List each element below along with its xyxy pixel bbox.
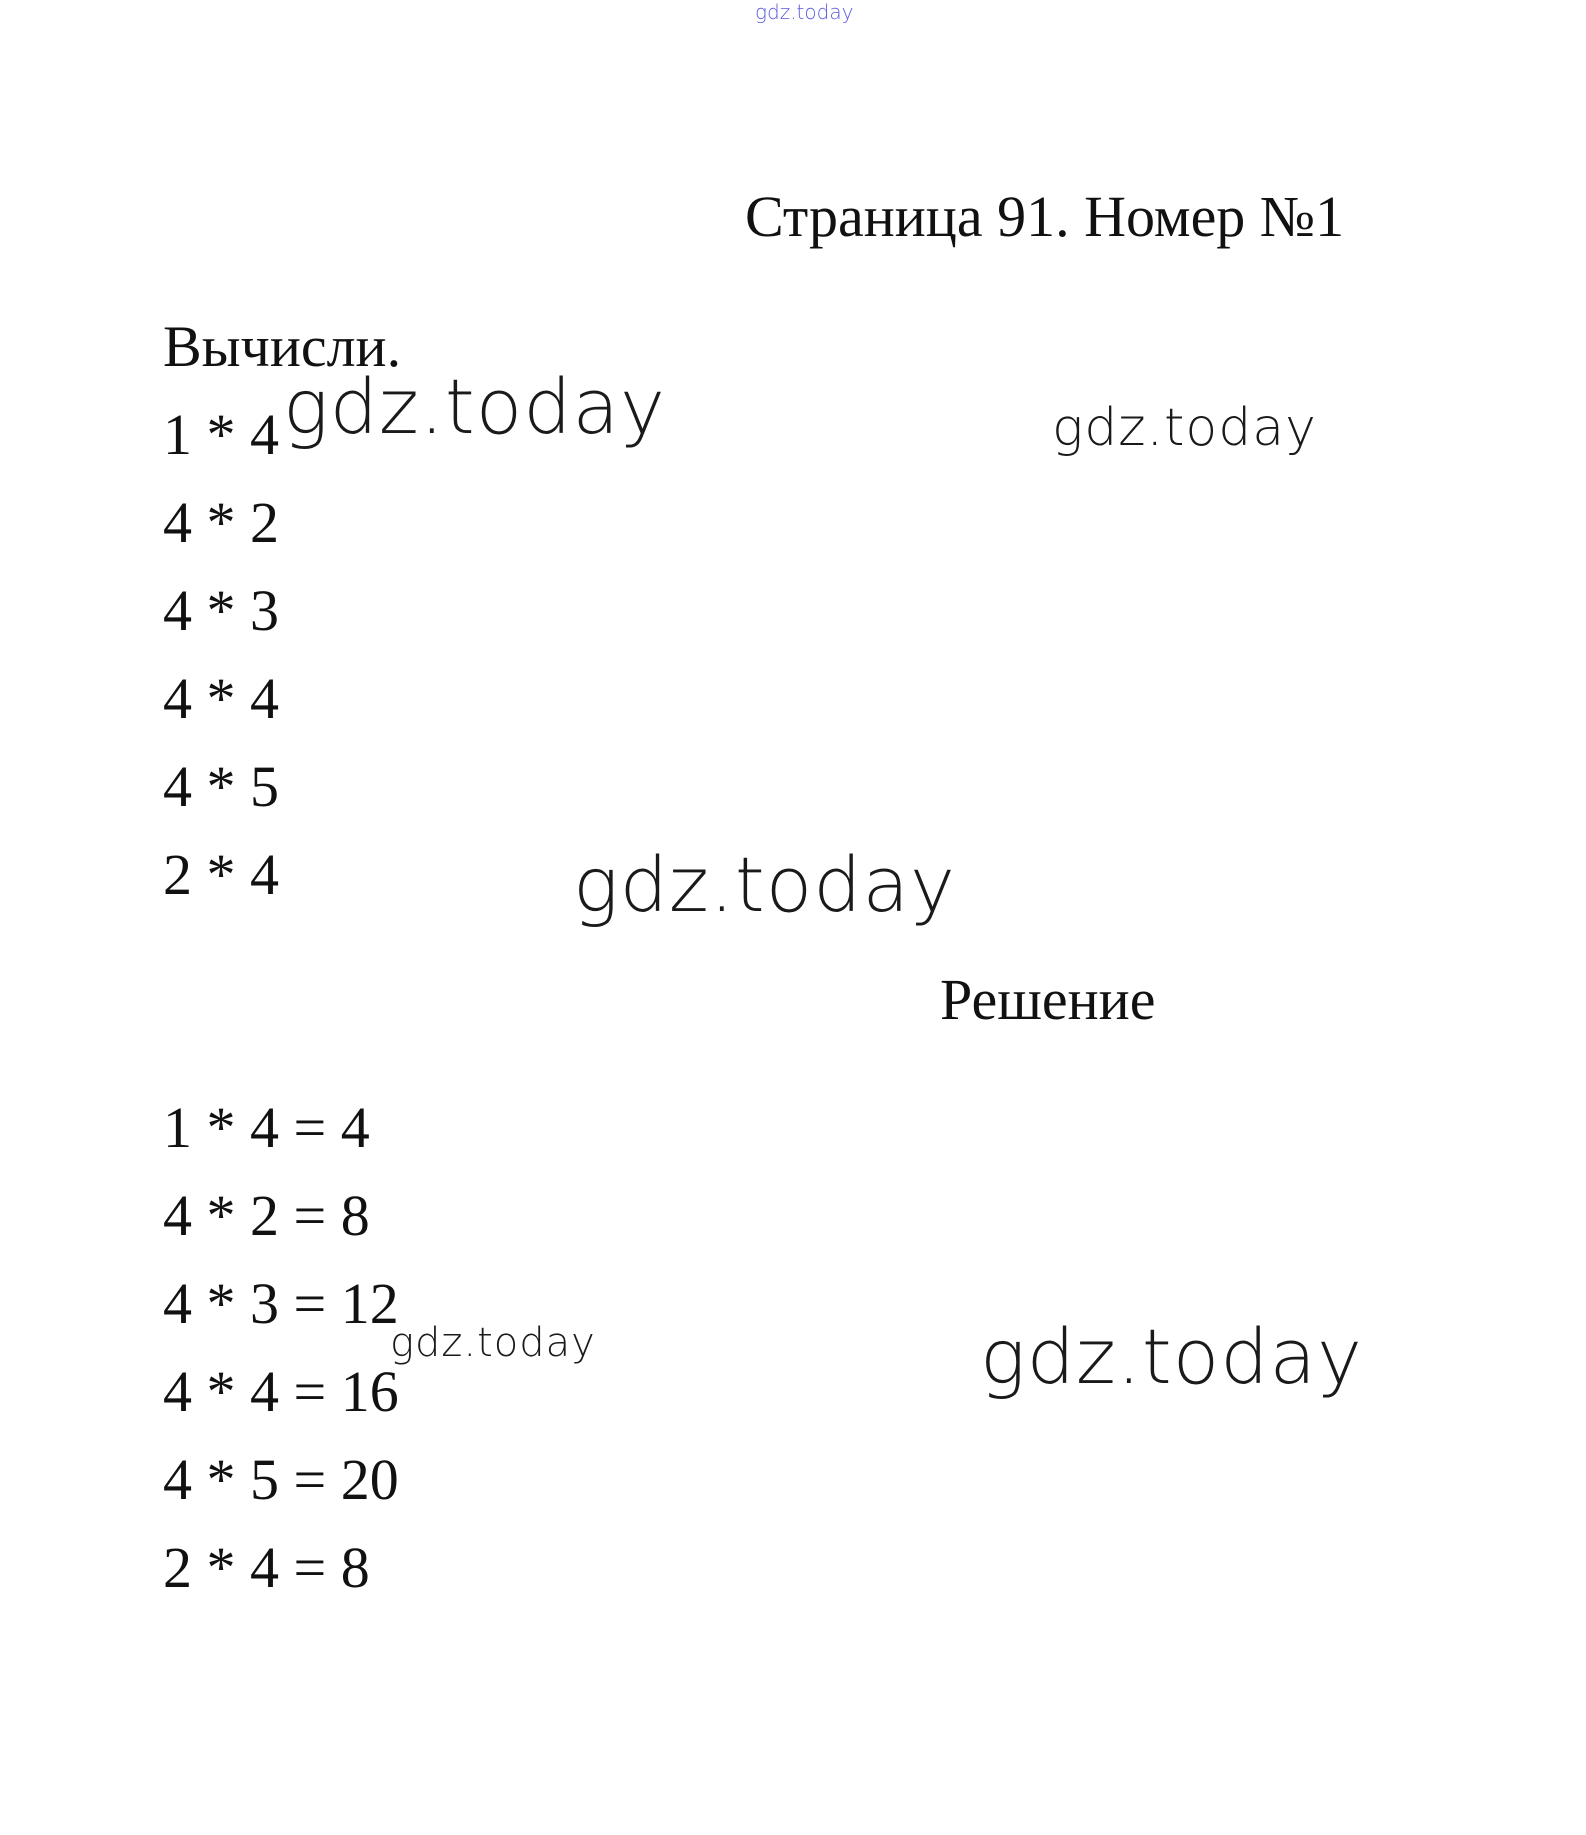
- answer-item: 4 * 5 = 20: [163, 1447, 399, 1512]
- watermark: gdz.today: [283, 362, 666, 451]
- answer-item: 4 * 3 = 12: [163, 1271, 399, 1336]
- expression-item: 2 * 4: [163, 842, 279, 907]
- answer-item: 2 * 4 = 8: [163, 1535, 370, 1600]
- answer-list: [163, 1093, 399, 1621]
- expression-item: 4 * 5: [163, 754, 279, 819]
- expression-item: 4 * 4: [163, 666, 279, 731]
- answer-item: 1 * 4 = 4: [163, 1095, 370, 1160]
- watermark: gdz.today: [1052, 398, 1317, 458]
- expression-item: 4 * 2: [163, 490, 279, 555]
- task-label: Вычисли.: [163, 314, 402, 379]
- expression-item: 4 * 3: [163, 578, 279, 643]
- answer-item: 4 * 2 = 8: [163, 1183, 370, 1248]
- page-title: Страница 91. Номер №1: [745, 184, 1345, 249]
- solution-heading: Решение: [940, 967, 1156, 1032]
- watermark-top: gdz.today: [755, 0, 854, 24]
- watermark: gdz.today: [573, 840, 956, 929]
- answer-item: 4 * 4 = 16: [163, 1359, 399, 1424]
- expression-item: 1 * 4: [163, 402, 279, 467]
- watermark: gdz.today: [390, 1320, 596, 1366]
- expression-list: [163, 400, 279, 928]
- watermark: gdz.today: [980, 1312, 1363, 1401]
